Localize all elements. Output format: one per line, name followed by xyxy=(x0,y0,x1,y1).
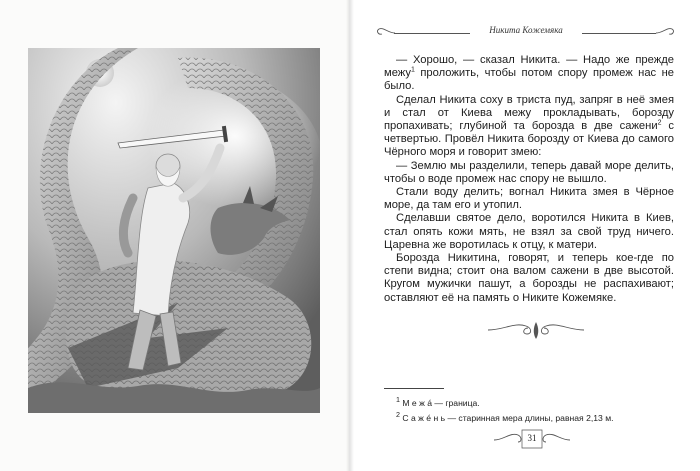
paragraph: — Землю мы разделили, теперь давай море делить, чтобы о воде промеж нас спору не вышло. xyxy=(384,159,674,185)
footnote-ref-2: 2 xyxy=(657,119,662,127)
paragraph: Стали воду делить; вогнал Никита змея в Чёрное море, да там его и утопил. xyxy=(384,186,674,212)
footnote-ref-1: 1 xyxy=(411,66,415,74)
dragon-battle-illustration xyxy=(28,48,320,413)
running-head-title: Никита Кожемяка xyxy=(489,25,563,35)
paragraph-2-start: Сделал Никита соху в триста пуд, запряг в неё змея и стал от Киева межу прокладывать, борозду пропахивать; глубиной та борозда в две сажени xyxy=(384,93,674,133)
footnotes xyxy=(384,388,674,425)
paragraph xyxy=(384,94,674,160)
paragraph-2-tail: с четвертью. Провёл Никита борозду от Киева до самого Чёрного моря и говорит змею: xyxy=(384,120,675,159)
page-number: 31 xyxy=(527,433,537,443)
header-swirl-left-icon xyxy=(376,25,396,39)
footnote-1: $^1$ М е ж а́ — граница. xyxy=(396,396,480,408)
header-rule-right xyxy=(582,33,656,34)
page-number-ornament xyxy=(492,426,572,452)
header-swirl-right-icon xyxy=(655,25,675,39)
paragraph: Сделавши святое дело, воротился Никита в Киев, стал опять кожи мять, не взял за свой труд ничего. Царевна же воротилась к отцу, к матери. xyxy=(384,212,674,251)
footnote-rule xyxy=(384,388,444,389)
book-gutter xyxy=(346,0,354,471)
flourish-ornament-icon xyxy=(486,318,586,342)
paragraph: Борозда Никитина, говорят, и теперь кое-где по степи видна; стоит она валом сажени в две высотой. Кругом мужички пашут, а борозды не распахивают; оставляют её на память о Никите Кожемяке. xyxy=(384,252,674,304)
paragraph-1-start: — Хорошо, — сказал Никита. — Надо же прежде межу xyxy=(384,54,674,80)
running-head xyxy=(376,20,668,40)
story-text xyxy=(384,54,674,305)
paragraph xyxy=(384,54,674,94)
illustration-svg xyxy=(28,48,320,413)
footnote-2: $^2$ С а ж е́ н ь — старинная мера длины, равная 2,13 м. xyxy=(396,410,614,423)
header-rule-left xyxy=(394,33,470,34)
paragraph-1-tail: проложить, чтобы потом спору промеж нас не было. xyxy=(384,67,674,93)
